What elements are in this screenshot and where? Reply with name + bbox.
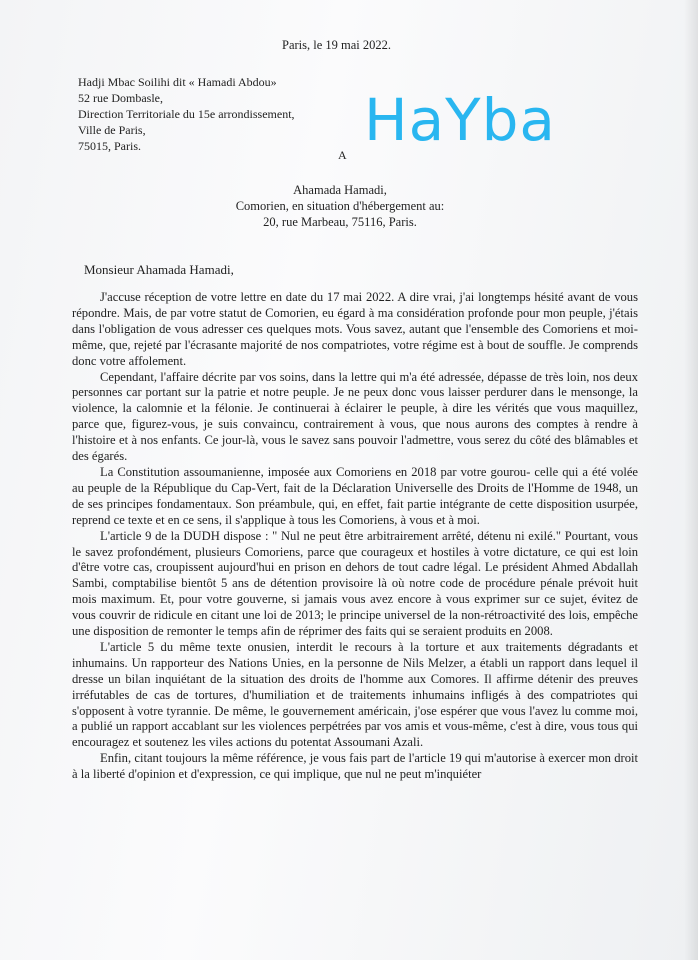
letter-date: Paris, le 19 mai 2022.	[282, 38, 392, 52]
paragraph: Cependant, l'affaire décrite par vos soins, dans la lettre qui m'a été adressée, dépasse de très loin, nos deux personnes car portant sur la patrie et notre peuple. Je ne peux donc vous laisser perdurer dans le mensonge, la violence, la calomnie et la félonie. Je continuerai à éclairer le peuple, à dire les vérités que vous maquillez, parce que, figurez-vous, je suis convaincu, contrairement à vous, que nous aurons des comptes à rendre à l'histoire et à nos enfants. Ce jour-là, vous le savez sans pouvoir l'admettre, vous serez du côté des blâmables et des égarés.	[72, 369, 638, 464]
recipient-address	[220, 182, 460, 230]
paragraph: La Constitution assoumanienne, imposée aux Comoriens en 2018 par votre gourou- celle qui a été volée au peuple de la République du Cap-Vert, fait de la Déclaration Universelle des Droits de l'Homme de 1948, un de ses principes fondamentaux. Son préambule, qui, en effet, fait partie intégrante de cette disposition usurpée, reprend ce texte et en ce sens, il s'applique à tous les Comoriens, à vous et à moi.	[72, 464, 638, 527]
paragraph: J'accuse réception de votre lettre en date du 17 mai 2022. A dire vrai, j'ai longtemps hésité avant de vous répondre. Mais, de par votre statut de Comorien, eu égard à ma considération profonde pour mon peuple, j'étais dans l'obligation de vous adresser ces quelques mots. Vous savez, autant que l'ensemble des Comoriens et moi-même, que, rejeté par l'écrasante majorité de nos compatriotes, votre régime est à bout de souffle. Je comprends donc votre affolement.	[72, 290, 638, 368]
hayba-watermark: HaYba	[364, 86, 556, 154]
sender-line: Hadji Mbac Soilihi dit « Hamadi Abdou»	[78, 75, 277, 89]
sender-line: Ville de Paris,	[78, 123, 146, 137]
recipient-line: 20, rue Marbeau, 75116, Paris.	[263, 215, 417, 229]
salutation: Monsieur Ahamada Hamadi,	[84, 262, 234, 277]
sender-line: 52 rue Dombasle,	[78, 91, 163, 105]
to-marker: A	[338, 148, 347, 162]
letter-body	[72, 290, 638, 783]
sender-address	[78, 74, 295, 154]
sender-line: 75015, Paris.	[78, 139, 141, 153]
page-edge-shadow	[684, 0, 698, 960]
paragraph: L'article 5 du même texte onusien, interdit le recours à la torture et aux traitements dégradants et inhumains. Un rapporteur des Nations Unies, en la personne de Nils Melzer, a établi un rapport dans lequel il dresse un bilan inquiétant de la situation des droits de l'homme aux Comores. Il affirme détenir des preuves irréfutables de cas de tortures, d'humiliation et de traitements inhumains infligés à des compatriotes qui s'opposent à votre tyrannie. De même, le gouvernement américain, j'ose espérer que vous l'avez lu comme moi, a publié un rapport accablant sur les violences perpétrées par vos amis et vous-même, c'est à dire, vous tous qui encouragez et soutenez les viles actions du potentat Assoumani Azali.	[72, 639, 638, 750]
paragraph: L'article 9 de la DUDH dispose : " Nul ne peut être arbitrairement arrêté, détenu ni exilé." Pourtant, vous le savez profondément, plusieurs Comoriens, parce que courageux et hostiles à votre dictature, ce qui est loin d'être votre cas, croupissent aujourd'hui en prison en dehors de tout cadre légal. Le président Ahmed Abdallah Sambi, comptabilise bientôt 5 ans de détention provisoire là où notre code de procédure pénale prévoit huit mois maximum. Et, pour votre gouverne, si jamais vous avez encore à vous exprimer sur ce sujet, évitez de vous couvrir de ridicule en citant une loi de 2013; le principe universel de la non-rétroactivité des lois, empêche une disposition de remonter le temps afin de réprimer des faits qui se seraient produits en 2008.	[72, 528, 638, 639]
recipient-line: Ahamada Hamadi,	[293, 183, 387, 197]
recipient-line: Comorien, en situation d'hébergement au:	[235, 199, 445, 213]
paragraph: Enfin, citant toujours la même référence, je vous fais part de l'article 19 qui m'autorise à exercer mon droit à la liberté d'opinion et d'expression, ce qui implique, que nul ne peut m'inquiéter	[72, 751, 638, 782]
sender-line: Direction Territoriale du 15e arrondissement,	[78, 107, 295, 121]
